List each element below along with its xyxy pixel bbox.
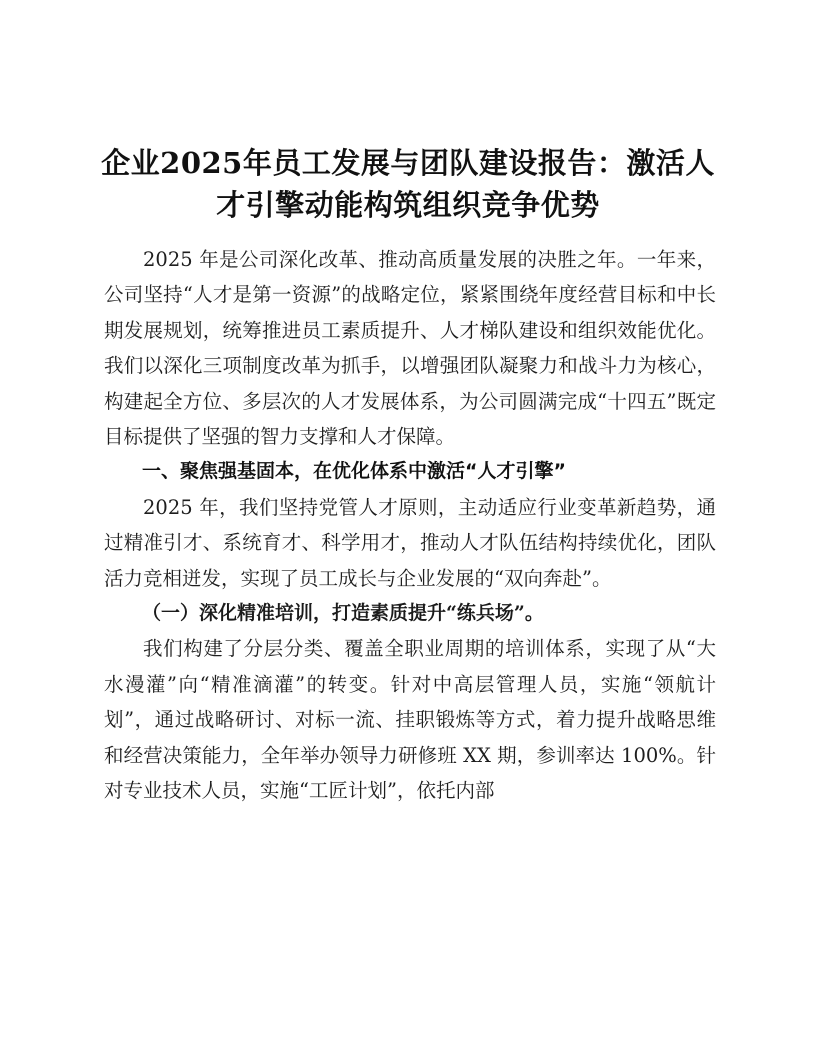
section-heading-1: 一、聚焦强基固本，在优化体系中激活“人才引擎”	[142, 460, 566, 483]
document-title	[96, 142, 720, 226]
section-1-paragraph: 2025 年，我们坚持党管人才原则，主动适应行业变革新趋势，通过精准引才、系统育才、科学用才，推动人才队伍结构持续优化，团队活力竞相迸发，实现了员工成长与企业发展的“双向奔赴”。	[104, 495, 716, 590]
intro-paragraph: 2025 年是公司深化改革、推动高质量发展的决胜之年。一年来，公司坚持“人才是第一资源”的战略定位，紧紧围绕年度经营目标和中长期发展规划，统筹推进员工素质提升、人才梯队建设和组织效能优化。我们以深化三项制度改革为抓手，以增强团队凝聚力和战斗力为核心，构建起全方位、多层次的人才发展体系，为公司圆满完成“十四五”既定目标提供了坚强的智力支撑和人才保障。	[104, 248, 716, 449]
title-line-1: 企业2025年员工发展与团队建设报告：激活人	[101, 146, 715, 180]
title-line-2: 才引擎动能构筑组织竞争优势	[216, 188, 600, 222]
subsection-heading-1: （一）深化精准培训，打造素质提升“练兵场”。	[142, 602, 544, 625]
document-body	[104, 242, 716, 809]
subsection-1-paragraph: 我们构建了分层分类、覆盖全职业周期的培训体系，实现了从“大水漫灌”向“精准滴灌”的转变。针对中高层管理人员，实施“领航计划”，通过战略研讨、对标一流、挂职锻炼等方式，着力提升战略思维和经营决策能力，全年举办领导力研修班 XX 期，参训率达 100%。针对专业技术人员，实施“工匠计划”，依托内部	[104, 637, 716, 803]
